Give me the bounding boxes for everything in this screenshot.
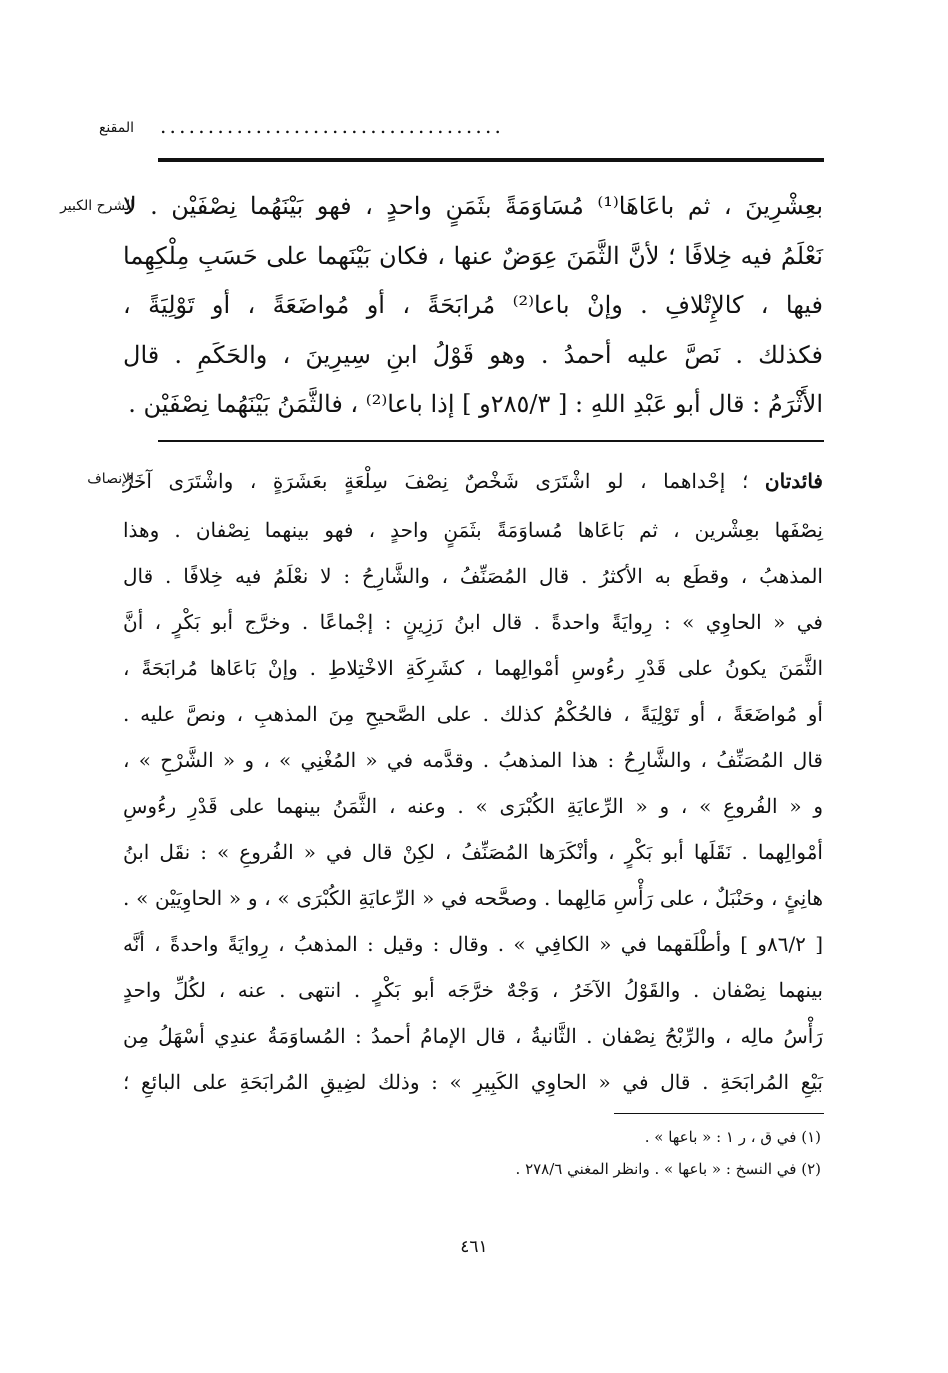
- footnote-1: (١) في ق ، ر ١ : « باعها » .: [644, 1128, 821, 1146]
- sharh-line: الأَثْرَمُ : قال أبو عَبْدِ اللهِ : [ ٢٨٥/٣و ] إذا باعا⁽²⁾ ، فالثَّمَنُ بَيْنَهُما نِصْفَيْن .: [128, 390, 823, 418]
- insaf-line: هانِئٍ ، وحَنْبَلٌ ، على رَأْسِ مَالِهما . وصحَّحه في « الرِّعايَةِ الكُبْرَى » ، و « الحاوِيَيْن » .: [123, 886, 823, 910]
- insaf-line: الثَّمَنَ يكونُ على قَدْرِ رءُوسِ أمْوالِهما ، كشَرِكَةِ الاخْتِلاطِ . وإنْ بَاعَاها مُرابَحَةً ،: [123, 656, 823, 680]
- sharh-line: بعِشْرِينَ ، ثم باعَاهَا⁽¹⁾ مُسَاوَمَةً بثَمَنٍ واحدٍ ، فهو بَيْنَهُما نِصْفَيْن . لا: [123, 192, 823, 220]
- insaf-line: في « الحاوِي » : رِوايَةً واحدةً . قال ابنُ رَزِينٍ : إجْماعًا . وخرَّج أبو بَكْرٍ ، أنَّ: [123, 610, 823, 634]
- insaf-line: أمْوالِهما . نَقَلَها أبو بَكْرٍ ، وأنْكَرَها المُصَنِّفُ ، لكِنْ قال في « الفُروعِ » : نقَل ابنُ: [123, 840, 823, 864]
- page-number: ٤٦١: [460, 1237, 488, 1257]
- sharh-line: فيها ، كالإِتْلافِ . وإنْ باعا⁽²⁾ مُرابَحَةً ، أو مُواضَعَةً ، أو تَوْلِيَةً ،: [123, 291, 823, 319]
- sharh-line: نَعْلَمُ فيه خِلافًا ؛ لأنَّ الثَّمَنَ عِوَضٌ عنها ، فكان بَيْنَهما على حَسَبِ مِلْكِهِما: [123, 242, 823, 270]
- insaf-line: نِصْفَها بعِشْرين ، ثم بَاعَاها مُساوَمَةً بثَمَنٍ واحدٍ ، فهو بينهما نِصْفان . وهذا: [123, 518, 823, 542]
- footnote-rule: [614, 1113, 824, 1114]
- insaf-line: فائدتان ؛ إحْداهما ، لو اشْتَرَى شَخْصٌ نِصْفَ سِلْعَةٍ بعَشَرَةٍ ، واشْتَرَى آخَرُ: [123, 469, 823, 493]
- sharh-margin-label: الشرح الكبير: [60, 198, 134, 214]
- header-rule: [158, 158, 824, 162]
- insaf-line: قال المُصَنِّفُ ، والشَّارِحُ : هذا المذهبُ . وقدَّمه في « المُغْنِي » ، و « الشَّرْحِ » ،: [123, 748, 823, 772]
- insaf-line: بينهما نِصْفان . والقَوْلُ الآخَرُ ، وَجْهٌ خرَّجَه أبو بَكْرٍ . انتهى . عنه ، لكُلِّ واحدٍ: [123, 978, 823, 1002]
- book-title-label: المقنع: [98, 120, 134, 136]
- insaf-line: بَيْعِ المُرابَحَةِ . قال في « الحاوِي الكَبِيرِ » : وذلك لضِيقِ المُرابَحَةِ على البائعِ ؛: [123, 1070, 823, 1094]
- header-dots: ....................................: [160, 114, 505, 138]
- insaf-line: رَأْسُ مالِه ، والرِّبْحُ نِصْفان . الثَّانيةُ ، قال الإمامُ أحمدُ : المُساوَمَةُ عندِي أسْهَلُ مِن: [123, 1024, 823, 1048]
- lead-word: فائدتان: [764, 469, 823, 493]
- insaf-line: المذهبُ ، وقطَع به الأكثرُ . قال المُصَنِّفُ ، والشَّارِحُ : لا نعْلَمُ فيه خِلافًا . قال: [123, 564, 823, 588]
- insaf-line: و « الفُروعِ » ، و « الرِّعايَةِ الكُبْرَى » . وعنه ، الثَّمَنُ بينهما على قَدْرِ رءُوسِ: [123, 794, 823, 818]
- section-divider: [158, 440, 824, 442]
- footnote-2: (٢) في النسخ : « باعها » . وانظر المغني ٢٧٨/٦ .: [515, 1160, 821, 1178]
- insaf-line: أو مُواضَعَةً ، أو تَوْلِيَةً ، فالحُكْمُ كذلك . على الصَّحيحِ مِنَ المذهبِ ، ونصَّ عليه .: [123, 702, 823, 726]
- insaf-line: [ ٨٦/٢و ] وأطْلَقهما في « الكافِي » . وقال : وقيل : المذهبُ ، رِوايَةً واحدةً ، أنَّه: [123, 932, 823, 956]
- insaf-margin-label: الإنصاف: [87, 471, 134, 487]
- sharh-line: فكذلك . نَصَّ عليه أحمدُ . وهو قَوْلُ ابنِ سِيرِينَ ، والحَكَمِ . قال: [123, 341, 823, 369]
